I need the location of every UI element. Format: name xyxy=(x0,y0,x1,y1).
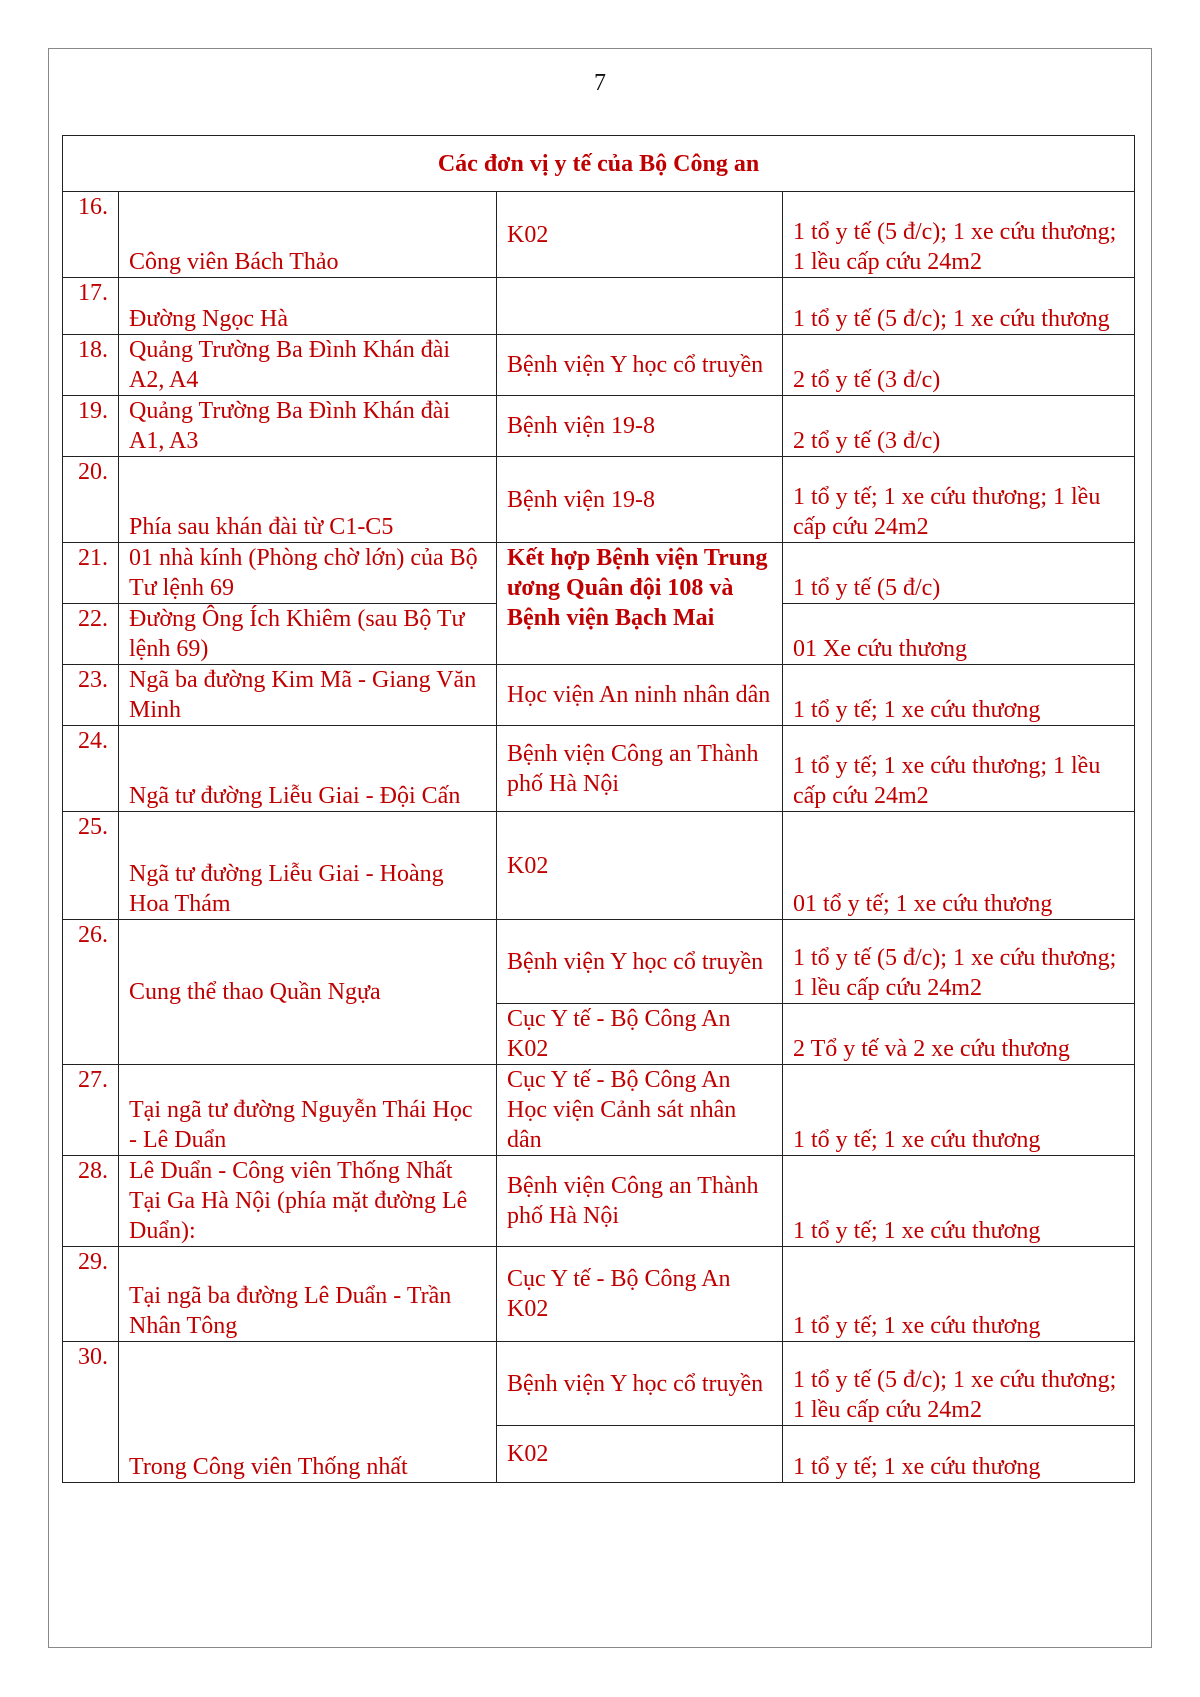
table-row xyxy=(63,1247,1135,1342)
row-unit: Bệnh viện 19-8 xyxy=(497,396,783,457)
table-title: Các đơn vị y tế của Bộ Công an xyxy=(63,136,1135,192)
page-number: 7 xyxy=(594,70,606,96)
row-number: 16. xyxy=(63,192,119,278)
row-equipment: 1 tổ y tế; 1 xe cứu thương xyxy=(783,1065,1135,1156)
table-title-row xyxy=(63,136,1135,192)
row-equipment: 01 Xe cứu thương xyxy=(783,604,1135,665)
row-number: 24. xyxy=(63,726,119,812)
row-location: Tại ngã ba đường Lê Duẩn - Trần Nhân Tông xyxy=(119,1247,497,1342)
table-row xyxy=(63,1156,1135,1247)
table-row xyxy=(63,1342,1135,1426)
row-equipment: 2 tổ y tế (3 đ/c) xyxy=(783,396,1135,457)
table-row xyxy=(63,812,1135,920)
table-row xyxy=(63,396,1135,457)
row-equipment: 1 tổ y tế; 1 xe cứu thương xyxy=(783,1426,1135,1483)
row-unit-combined: Kết hợp Bệnh viện Trung ương Quân đội 108 và Bệnh viện Bạch Mai xyxy=(497,543,783,665)
row-equipment: 1 tổ y tế; 1 xe cứu thương xyxy=(783,1156,1135,1247)
row-unit: Bệnh viện Công an Thành phố Hà Nội xyxy=(497,1156,783,1247)
row-equipment: 1 tổ y tế; 1 xe cứu thương xyxy=(783,1247,1135,1342)
row-equipment: 1 tổ y tế (5 đ/c); 1 xe cứu thương; 1 lều cấp cứu 24m2 xyxy=(783,920,1135,1004)
row-equipment: 1 tổ y tế; 1 xe cứu thương; 1 lều cấp cứu 24m2 xyxy=(783,726,1135,812)
row-equipment: 2 Tổ y tế và 2 xe cứu thương xyxy=(783,1004,1135,1065)
row-equipment: 2 tổ y tế (3 đ/c) xyxy=(783,335,1135,396)
row-unit: Bệnh viện Y học cổ truyền xyxy=(497,335,783,396)
row-unit: Cục Y tế - Bộ Công An K02 xyxy=(497,1004,783,1065)
row-equipment: 1 tổ y tế; 1 xe cứu thương xyxy=(783,665,1135,726)
row-unit: Cục Y tế - Bộ Công An K02 xyxy=(497,1247,783,1342)
row-number: 30. xyxy=(63,1342,119,1483)
row-number: 19. xyxy=(63,396,119,457)
table-row xyxy=(63,726,1135,812)
row-number: 29. xyxy=(63,1247,119,1342)
row-location: Ngã tư đường Liễu Giai - Hoàng Hoa Thám xyxy=(119,812,497,920)
row-unit: K02 xyxy=(497,812,783,920)
table-row xyxy=(63,192,1135,278)
row-location: Phía sau khán đài từ C1-C5 xyxy=(119,457,497,543)
row-unit: Bệnh viện Công an Thành phố Hà Nội xyxy=(497,726,783,812)
row-location: 01 nhà kính (Phòng chờ lớn) của Bộ Tư lệnh 69 xyxy=(119,543,497,604)
row-location: Lê Duẩn - Công viên Thống Nhất Tại Ga Hà Nội (phía mặt đường Lê Duẩn): xyxy=(119,1156,497,1247)
row-number: 25. xyxy=(63,812,119,920)
row-equipment: 01 tổ y tế; 1 xe cứu thương xyxy=(783,812,1135,920)
table-row xyxy=(63,665,1135,726)
row-unit xyxy=(497,278,783,335)
row-unit: Bệnh viện 19-8 xyxy=(497,457,783,543)
row-location: Đường Ông Ích Khiêm (sau Bộ Tư lệnh 69) xyxy=(119,604,497,665)
row-number: 27. xyxy=(63,1065,119,1156)
row-number: 17. xyxy=(63,278,119,335)
row-location: Quảng Trường Ba Đình Khán đài A1, A3 xyxy=(119,396,497,457)
row-location: Trong Công viên Thống nhất xyxy=(119,1342,497,1483)
row-unit: K02 xyxy=(497,1426,783,1483)
row-number: 28. xyxy=(63,1156,119,1247)
medical-units-table xyxy=(62,135,1135,1483)
table-row xyxy=(63,543,1135,604)
row-equipment: 1 tổ y tế (5 đ/c); 1 xe cứu thương xyxy=(783,278,1135,335)
row-equipment: 1 tổ y tế (5 đ/c) xyxy=(783,543,1135,604)
row-location: Ngã ba đường Kim Mã - Giang Văn Minh xyxy=(119,665,497,726)
row-unit: K02 xyxy=(497,192,783,278)
row-unit: Bệnh viện Y học cổ truyền xyxy=(497,1342,783,1426)
row-location: Công viên Bách Thảo xyxy=(119,192,497,278)
row-number: 23. xyxy=(63,665,119,726)
row-unit: Cục Y tế - Bộ Công An Học viện Cảnh sát nhân dân xyxy=(497,1065,783,1156)
row-number: 21. xyxy=(63,543,119,604)
row-number: 18. xyxy=(63,335,119,396)
table-row xyxy=(63,920,1135,1004)
row-equipment: 1 tổ y tế (5 đ/c); 1 xe cứu thương; 1 lều cấp cứu 24m2 xyxy=(783,192,1135,278)
row-unit: Bệnh viện Y học cổ truyền xyxy=(497,920,783,1004)
table-row xyxy=(63,278,1135,335)
table-row xyxy=(63,335,1135,396)
row-number: 26. xyxy=(63,920,119,1065)
row-location: Đường Ngọc Hà xyxy=(119,278,497,335)
row-number: 22. xyxy=(63,604,119,665)
row-location: Cung thể thao Quần Ngựa xyxy=(119,920,497,1065)
row-number: 20. xyxy=(63,457,119,543)
row-equipment: 1 tổ y tế; 1 xe cứu thương; 1 lều cấp cứu 24m2 xyxy=(783,457,1135,543)
table-row xyxy=(63,1065,1135,1156)
row-location: Quảng Trường Ba Đình Khán đài A2, A4 xyxy=(119,335,497,396)
row-location: Tại ngã tư đường Nguyễn Thái Học - Lê Duẩn xyxy=(119,1065,497,1156)
row-location: Ngã tư đường Liễu Giai - Đội Cấn xyxy=(119,726,497,812)
row-unit: Học viện An ninh nhân dân xyxy=(497,665,783,726)
table-row xyxy=(63,457,1135,543)
row-equipment: 1 tổ y tế (5 đ/c); 1 xe cứu thương; 1 lều cấp cứu 24m2 xyxy=(783,1342,1135,1426)
